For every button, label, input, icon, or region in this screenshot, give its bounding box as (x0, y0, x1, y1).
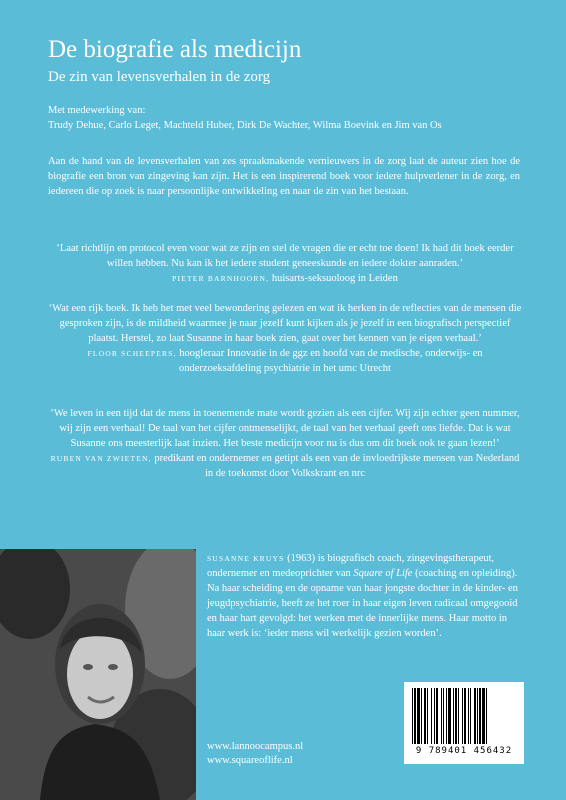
barcode-bar (424, 688, 426, 744)
quote-block (46, 301, 524, 376)
barcode-bar (477, 688, 478, 744)
barcode-bar (412, 688, 413, 744)
author-name: SUSANNE KRUYS (207, 554, 285, 563)
barcode-bar (441, 688, 442, 744)
author-bio-text: (1963) is biografisch coach, zingevingstherapeut, ondernemer en medeoprichter van (207, 553, 495, 579)
isbn-number: 9 789401 456432 (415, 746, 513, 756)
barcode-bar (482, 688, 485, 744)
barcode-bars (410, 688, 518, 744)
quote-author-role: hoogleraar Innovatie in de ggz en hoofd van de medische, onderwijs- en onderzoeksafdeling psychiatrie in het umc Utrecht (179, 348, 483, 374)
barcode-bar (446, 688, 447, 744)
quote-author: PIETER BARNHOORN, (172, 274, 270, 283)
barcode-bar (468, 688, 469, 744)
contributors-label: Met medewerking van: (48, 105, 146, 116)
barcode-bar (414, 688, 416, 744)
barcode-bar (486, 688, 487, 744)
barcode-bar (479, 688, 481, 744)
barcode-bar (455, 688, 457, 744)
author-bio (207, 551, 525, 641)
book-title: De biografie als medicijn (48, 36, 302, 63)
quote-author-role: predikant en ondernemer en getipt als een van de invloedrijkste mensen van Nederland in de toekomst door Volkskrant en nrc (154, 453, 520, 479)
quote-block (46, 406, 524, 481)
barcode-bar (436, 688, 438, 744)
quote-text: ‘Wat een rijk boek. Ik heb het met veel bewondering gelezen en wat ik herken in de reflecties van de mensen die gesproken zijn, is de mildheid waarmee je naar jezelf kunt kijken als je jezelf in een biografisch perspectief plaatst. Herstel, zo laat Susanne in haar boek zien, gaat over het kennen van je eigen verhaal.’ (48, 303, 522, 344)
website-link[interactable]: www.lannoocampus.nl (207, 741, 304, 752)
quote-text: ‘Laat richtlijn en protocol even voor wat ze zijn en stel de vragen die er echt toe doen! Ik had dit boek eerder willen hebben. Nu kan ik het iedere student geneeskunde en iedere dokter aanraden.’ (56, 243, 514, 269)
barcode-bar (431, 688, 432, 744)
author-photo (0, 549, 196, 800)
author-bio-emphasis: Square of Life (353, 568, 413, 579)
barcode-bar (427, 688, 428, 744)
quote-block (46, 241, 524, 286)
barcode-bar (421, 688, 422, 744)
barcode-bar (434, 688, 435, 744)
barcode-bar (417, 688, 420, 744)
quote-text: ‘We leven in een tijd dat de mens in toenemende mate wordt gezien als een cijfer. Wij zijn echter geen nummer, wij zijn een verhaal! De taal van het cijfer ontmenselijkt, de taal van het verhaal geeft ons liefde. Dat is wat Susanne ons meesterlijk laat inzien. Het beste medicijn voor nu is dus om dit boek ook te gaan lezen!’ (50, 408, 520, 449)
barcode-bar (448, 688, 451, 744)
quote-author: RUBEN VAN ZWIETEN, (50, 454, 152, 463)
barcode-bar (464, 688, 466, 744)
quote-author: FLOOR SCHEEPERS, (87, 349, 177, 358)
barcode-bar (474, 688, 476, 744)
barcode-bar (462, 688, 463, 744)
book-subtitle: De zin van levensverhalen in de zorg (48, 69, 271, 85)
barcode-bar (453, 688, 454, 744)
barcode-bar (443, 688, 444, 744)
intro-paragraph: Aan de hand van de levensverhalen van zes spraakmakende vernieuwers in de zorg laat de auteur zien hoe de biografie een bron van zingeving kan zijn. Het is een inspirerend boek voor iedere hulpverlener in de zorg, en iedereen die op zoek is naar persoonlijke ontwikkeling en naar de zin van het bestaan. (48, 156, 520, 197)
contributors-names: Trudy Dehue, Carlo Leget, Machteld Huber, Dirk De Wachter, Wilma Boevink en Jim van Os (48, 120, 442, 131)
isbn-barcode (404, 682, 524, 764)
barcode-bar (458, 688, 459, 744)
website-link[interactable]: www.squareoflife.nl (207, 755, 293, 766)
author-bio-text-end: (coaching en opleiding). Na haar scheiding en de opname van haar jongste dochter in de kinder- en jeugdpsychiatrie, heeft ze het roer in haar eigen leven radicaal omgegooid en haar hart gevolgd: het werken met de innerlijke mens. Haar motto in haar werk is: ‘ieder mens wil werkelijk gezien worden’. (207, 568, 518, 639)
barcode-bar (470, 688, 471, 744)
quote-author-role: huisarts-seksuoloog in Leiden (271, 273, 398, 284)
